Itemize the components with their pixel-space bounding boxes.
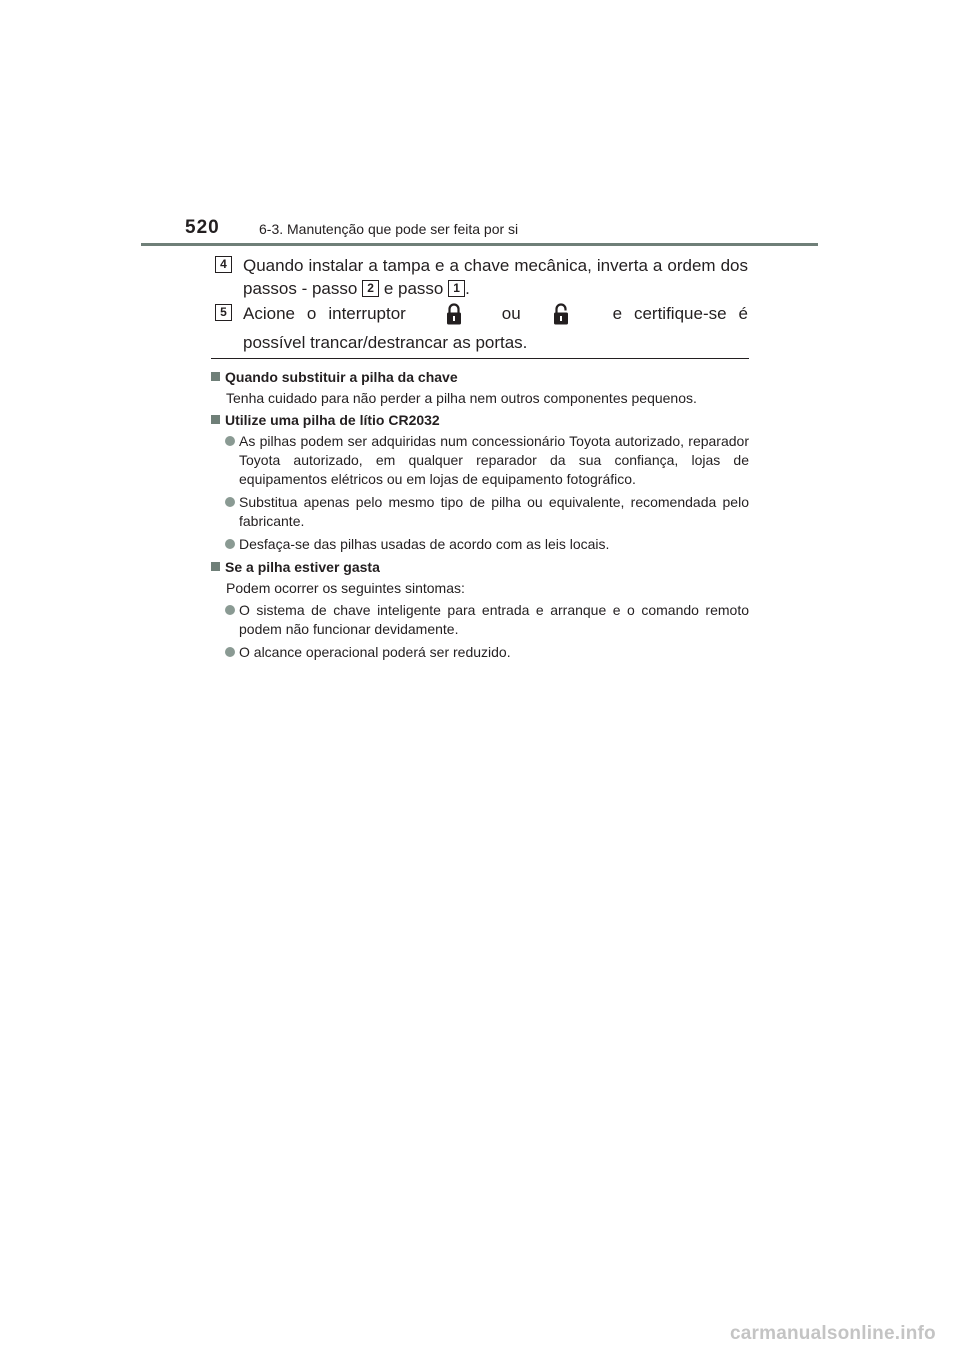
note-text: Tenha cuidado para não perder a pilha nem outros componentes pequenos. [226, 390, 697, 406]
circle-bullet-icon [225, 497, 235, 507]
bullet-item [225, 535, 749, 554]
note-heading-text: Utilize uma pilha de lítio CR2032 [225, 412, 440, 428]
step-text-part: Quando instalar a tampa e a chave mecânica, inverta a ordem dos passos - passo [243, 256, 748, 298]
circle-bullet-icon [225, 647, 235, 657]
unlock-icon [553, 303, 571, 331]
note-heading [211, 368, 749, 387]
note-text: Podem ocorrer os seguintes sintomas: [226, 580, 465, 596]
note-heading-text: Quando substituir a pilha da chave [225, 369, 458, 385]
square-bullet-icon [211, 562, 220, 571]
step-ref-badge: 2 [362, 280, 379, 297]
step-text-part: . [465, 279, 470, 298]
section-divider [211, 358, 749, 359]
note-heading [211, 558, 749, 577]
step-number-badge: 4 [215, 256, 232, 273]
circle-bullet-icon [225, 539, 235, 549]
bullet-text: O sistema de chave inteligente para entrada e arranque e o comando remoto podem não funcionar devidamente. [239, 602, 749, 637]
page-number: 520 [185, 217, 220, 238]
step-text-part: e certifique-se é possível trancar/destrancar as portas. [243, 304, 748, 352]
bullet-item [225, 432, 749, 489]
square-bullet-icon [211, 372, 220, 381]
note-heading-text: Se a pilha estiver gasta [225, 559, 380, 575]
step-ref-badge: 1 [448, 280, 465, 297]
bullet-item [225, 601, 749, 639]
bullet-text: O alcance operacional poderá ser reduzido. [239, 644, 511, 660]
bullet-text: Desfaça-se das pilhas usadas de acordo com as leis locais. [239, 536, 610, 552]
circle-bullet-icon [225, 605, 235, 615]
step-text [243, 254, 748, 300]
circle-bullet-icon [225, 436, 235, 446]
step-text [243, 302, 748, 354]
step-text-part: ou [501, 304, 521, 323]
lock-icon [446, 303, 462, 331]
notes-section [211, 366, 749, 666]
watermark-link[interactable]: carmanualsonline.info [730, 1323, 936, 1344]
step-number-badge: 5 [215, 304, 232, 321]
bullet-text: Substitua apenas pelo mesmo tipo de pilha ou equivalente, recomendada pelo fabricante. [239, 494, 749, 529]
bullet-text: As pilhas podem ser adquiridas num concessionário Toyota autorizado, reparador Toyota autorizado, em qualquer reparador da sua confiança, lojas de equipamentos elétricos ou em lojas de equipamento fotográfico. [239, 433, 749, 487]
bullet-item [225, 643, 749, 662]
square-bullet-icon [211, 415, 220, 424]
step-4 [215, 254, 748, 300]
section-title: 6-3. Manutenção que pode ser feita por si [259, 221, 519, 237]
step-text-part: e passo [383, 279, 444, 298]
step-text-part: Acione o interruptor [243, 304, 406, 323]
page-header [0, 0, 960, 250]
header-rule [141, 243, 818, 246]
step-5 [215, 302, 748, 354]
note-heading [211, 411, 749, 430]
bullet-item [225, 493, 749, 531]
